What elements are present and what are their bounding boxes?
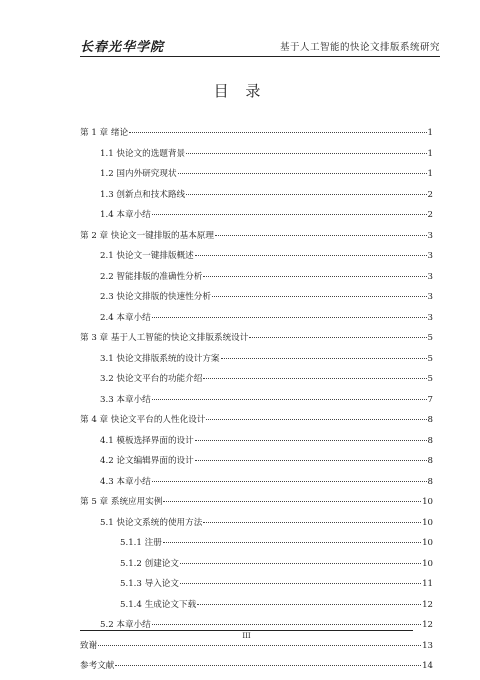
dot-leader [129,132,426,133]
toc-entry[interactable] [80,475,433,496]
page-number: III [242,632,251,640]
toc-entry-title: 2.1 快论文一键排版概述 [100,251,194,261]
toc-entry-page: 3 [427,251,433,261]
toc-entry-page: 8 [427,415,433,425]
toc-entry-title: 1.1 快论文的选题背景 [100,148,186,159]
toc-entry[interactable] [80,147,433,168]
toc-entry[interactable] [80,372,433,393]
toc-entry-page: 12 [422,599,433,610]
toc-entry[interactable] [80,598,433,619]
toc-entry-page: 5 [427,353,433,364]
toc-entry[interactable] [80,454,433,475]
dot-leader [221,358,427,359]
toc-entry-title: 2.2 智能排版的准确性分析 [100,271,203,282]
toc-entry-page: 8 [427,435,433,446]
toc-heading: 目 录 [213,82,267,100]
toc-entry[interactable] [80,208,433,229]
toc-entry[interactable] [80,249,433,270]
dot-leader [203,522,421,523]
toc-entry-title: 3.3 本章小结 [100,394,151,405]
dot-leader [115,665,421,666]
toc-entry-title: 5.2 本章小结 [100,620,151,630]
dot-leader [186,153,426,154]
toc-entry-title: 5.1.1 注册 [120,538,162,548]
toc-entry-page: 3 [427,271,433,282]
toc-entry[interactable] [80,167,433,188]
toc-entry-title: 1.4 本章小结 [100,210,151,220]
toc-entry-page: 5 [427,374,433,384]
toc-entry-page: 10 [422,517,433,528]
toc-entry[interactable] [80,311,433,332]
dot-leader [195,460,427,461]
dot-leader [215,235,427,236]
toc-entry-title: 3.2 快论文平台的功能介绍 [100,374,203,384]
toc-entry-title: 2.4 本章小结 [100,312,151,323]
toc-entry-page: 1 [427,169,433,179]
toc-entry-page: 3 [427,230,433,241]
toc-entry[interactable] [80,557,433,578]
toc-entry-page: 7 [427,394,433,405]
toc-entry[interactable] [80,352,433,373]
toc-entry-title: 5.1.3 导入论文 [120,579,179,589]
toc-entry-page: 5 [427,333,433,343]
dot-leader [212,296,427,297]
toc-entry-page: 2 [427,210,433,220]
toc-entry[interactable] [80,188,433,209]
dot-leader [203,378,426,379]
table-of-contents [80,126,433,680]
toc-entry-title: 3.1 快论文排版系统的设计方案 [100,353,220,364]
toc-entry-title: 第 1 章 绪论 [80,128,129,138]
toc-entry-title: 4.3 本章小结 [100,476,151,487]
toc-entry[interactable] [80,536,433,557]
toc-entry[interactable] [80,290,433,311]
toc-entry-title: 参考文献 [80,661,115,671]
dot-leader [206,419,426,420]
toc-entry[interactable] [80,577,433,598]
toc-entry-title: 4.1 模板选择界面的设计 [100,435,194,446]
toc-entry-page: 1 [427,128,433,138]
toc-entry-page: 14 [422,661,433,671]
dot-leader [152,214,427,215]
dot-leader [152,481,427,482]
toc-entry-page: 11 [422,579,433,589]
toc-entry[interactable] [80,434,433,455]
dot-leader [152,624,421,625]
dot-leader [163,501,421,502]
dot-leader [178,173,427,174]
toc-entry[interactable] [80,516,433,537]
dot-leader [203,276,426,277]
toc-entry-title: 5.1.2 创建论文 [120,558,179,569]
toc-entry-page: 12 [422,620,433,630]
toc-entry-page: 2 [427,189,433,200]
toc-entry-page: 3 [427,312,433,323]
toc-entry-title: 第 4 章 快论文平台的人性化设计 [80,415,206,425]
dot-leader [98,645,421,646]
dot-leader [180,583,421,584]
page-footer [80,630,413,640]
dot-leader [163,542,421,543]
toc-entry-title: 1.3 创新点和技术路线 [100,189,186,200]
toc-entry-title: 第 5 章 系统应用实例 [80,497,163,507]
toc-entry[interactable] [80,270,433,291]
toc-entry-page: 10 [422,497,433,507]
toc-entry-title: 致谢 [80,640,98,651]
toc-entry-page: 10 [422,538,433,548]
toc-entry[interactable] [80,639,433,660]
school-name: 长春光华学院 [80,40,165,55]
toc-entry-page: 8 [427,456,433,466]
toc-entry-page: 3 [427,292,433,302]
dot-leader [186,194,426,195]
toc-entry-page: 13 [422,640,433,651]
toc-entry-title: 2.3 快论文排版的快速性分析 [100,292,211,302]
toc-entry[interactable] [80,331,433,352]
toc-entry[interactable] [80,659,433,680]
dot-leader [152,399,427,400]
toc-entry-page: 10 [422,558,433,569]
dot-leader [195,255,427,256]
dot-leader [195,440,427,441]
thesis-title: 基于人工智能的快论文排版系统研究 [279,42,440,53]
toc-entry-title: 1.2 国内外研究现状 [100,169,177,179]
toc-entry[interactable] [80,413,433,434]
toc-entry-title: 第 3 章 基于人工智能的快论文排版系统设计 [80,333,249,343]
toc-entry-page: 8 [427,476,433,487]
dot-leader [197,604,421,605]
dot-leader [152,317,427,318]
page-header [80,34,440,57]
dot-leader [249,337,426,338]
toc-entry-title: 5.1 快论文系统的使用方法 [100,517,203,528]
toc-entry[interactable] [80,495,433,516]
dot-leader [180,563,421,564]
toc-entry-title: 4.2 论文编辑界面的设计 [100,456,194,466]
toc-entry[interactable] [80,229,433,250]
toc-entry-page: 1 [427,148,433,159]
toc-entry-title: 5.1.4 生成论文下载 [120,599,197,610]
toc-entry[interactable] [80,393,433,414]
toc-entry[interactable] [80,126,433,147]
toc-entry-title: 第 2 章 快论文一键排版的基本原理 [80,230,214,241]
